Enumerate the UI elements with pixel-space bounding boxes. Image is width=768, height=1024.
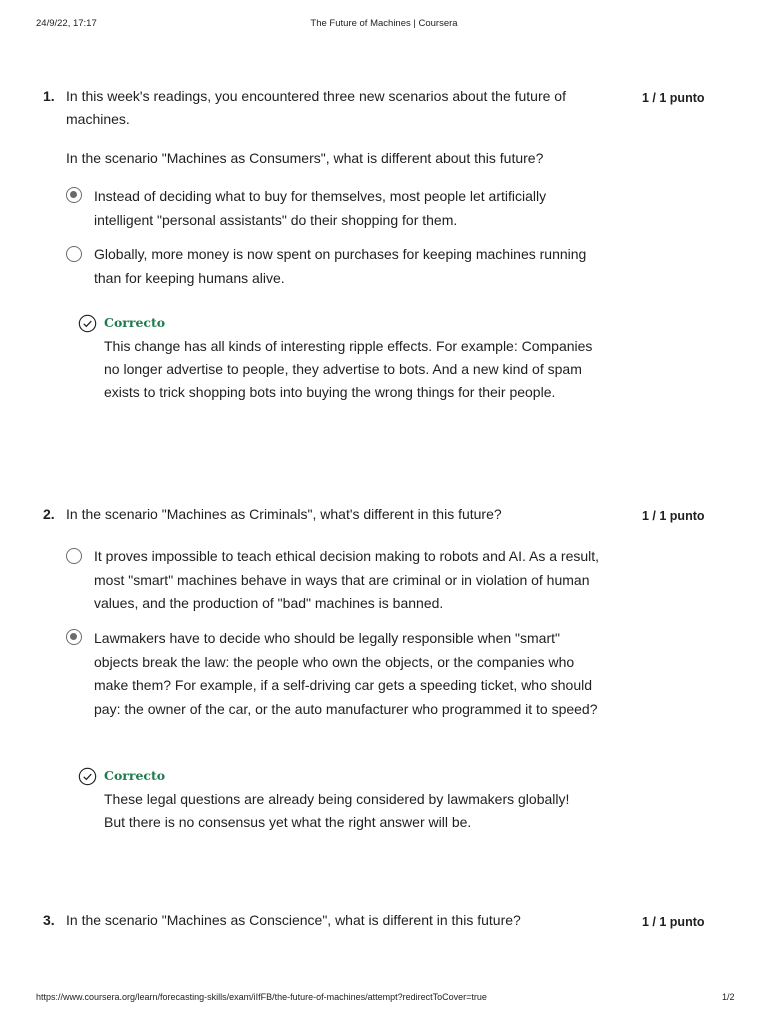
page-number: 1/2 <box>722 992 735 1002</box>
print-page-title: The Future of Machines | Coursera <box>310 18 458 29</box>
feedback-text: These legal questions are already being considered by lawmakers globally! But there is no consensus yet what the right answer will be. <box>104 791 570 830</box>
answer-option-text: Globally, more money is now spent on purchases for keeping machines running than for keeping humans alive. <box>94 246 587 286</box>
question-points: 1 / 1 punto <box>642 509 705 523</box>
feedback-status: Correcto <box>104 768 166 783</box>
radio-unselected-icon[interactable] <box>66 246 82 262</box>
feedback-status: Correcto <box>104 315 166 330</box>
question-subtext: In the scenario "Machines as Consumers", what is different about this future? <box>66 150 544 166</box>
question-text: In this week's readings, you encountered three new scenarios about the future of machines. <box>66 88 566 127</box>
radio-unselected-icon[interactable] <box>66 548 82 564</box>
check-circle-icon <box>78 314 97 333</box>
print-date: 24/9/22, 17:17 <box>36 18 97 29</box>
question-text: In the scenario "Machines as Conscience", what is different in this future? <box>66 912 521 928</box>
question-points: 1 / 1 punto <box>642 915 705 929</box>
feedback-text: This change has all kinds of interesting ripple effects. For example: Companies no longer advertise to people, they advertise to bots. And a new kind of spam exists to trick shopping bots into buying the wrong things for their people. <box>104 338 593 400</box>
print-footer <box>0 992 768 1006</box>
answer-option-text: Instead of deciding what to buy for themselves, most people let artificially intelligent "personal assistants" do their shopping for them. <box>94 188 547 228</box>
radio-selected-icon[interactable] <box>66 187 82 203</box>
check-circle-icon <box>78 767 97 786</box>
page-url: https://www.coursera.org/learn/forecasting-skills/exam/iIfFB/the-future-of-machines/attempt?redirectToCover=true <box>36 992 487 1002</box>
question-number: 1. <box>43 88 55 104</box>
answer-option-text: Lawmakers have to decide who should be legally responsible when "smart" objects break the law: the people who own the objects, or the companies who make them? For example, if a self-driving car gets a speeding ticket, who should pay: the owner of the car, or the auto manufacturer who programmed it to speed? <box>94 630 598 717</box>
answer-option-text: It proves impossible to teach ethical decision making to robots and AI. As a result, most "smart" machines behave in ways that are criminal or in violation of human values, and the production of "bad" machines is banned. <box>94 548 600 611</box>
question-number: 2. <box>43 506 55 522</box>
question-number: 3. <box>43 912 55 928</box>
radio-selected-icon[interactable] <box>66 629 82 645</box>
question-text: In the scenario "Machines as Criminals", what's different in this future? <box>66 506 502 522</box>
print-header <box>0 18 768 32</box>
question-points: 1 / 1 punto <box>642 91 705 105</box>
